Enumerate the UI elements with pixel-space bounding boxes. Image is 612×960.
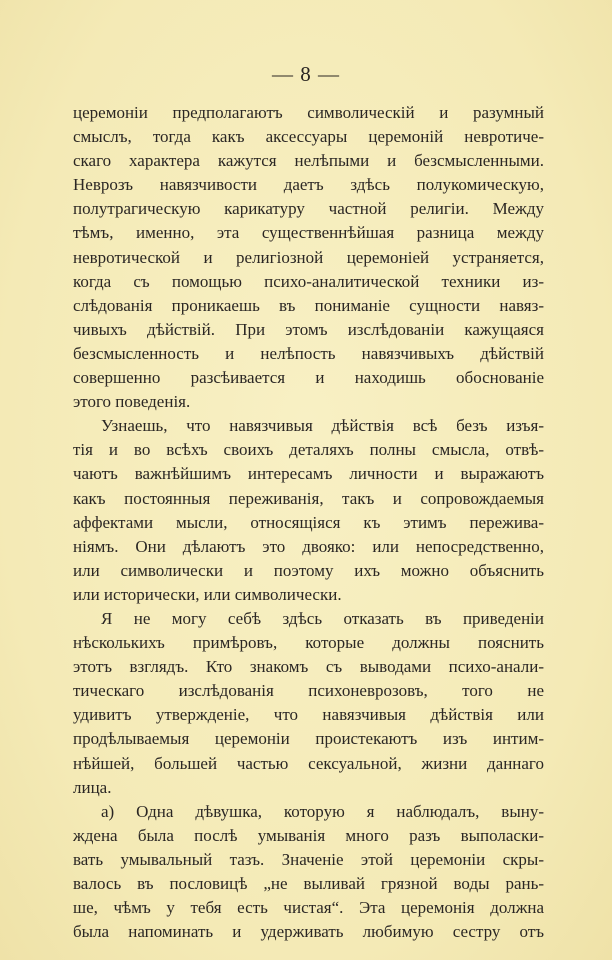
- text-line: невротической и религіозной церемоніей устраняется,: [73, 247, 544, 267]
- text-line: вать умывальный тазъ. Значеніе этой церемоніи скры-: [73, 849, 544, 869]
- text-line: чивыхъ дѣйствій. При этомъ изслѣдованіи кажущаяся: [73, 319, 544, 339]
- text-line: полутрагическую карикатуру частной религіи. Между: [73, 199, 544, 219]
- text-line: какъ постоянныя переживанія, такъ и сопровождаемыя: [73, 488, 544, 508]
- text-line: тія и во всѣхъ своихъ деталяхъ полны смысла, отвѣ-: [73, 440, 544, 460]
- text-line: удивитъ утвержденіе, что навязчивыя дѣйствія или: [73, 705, 544, 725]
- text-line: этотъ взглядъ. Кто знакомъ съ выводами психо-анали-: [73, 657, 544, 677]
- text-line: ше, чѣмъ у тебя есть чистая“. Эта церемонія должна: [73, 898, 544, 918]
- text-line: совершенно разсѣивается и находишь обоснованіе: [73, 368, 544, 388]
- text-line: безсмысленность и нелѣпость навязчивыхъ дѣйствій: [73, 343, 544, 363]
- text-line: чаютъ важнѣйшимъ интересамъ личности и выражаютъ: [73, 464, 544, 484]
- text-line: Я не могу себѣ здѣсь отказать въ приведеніи: [101, 608, 544, 628]
- text-line: Неврозъ навязчивости даетъ здѣсь полукомическую,: [73, 175, 544, 195]
- text-line: ждена была послѣ умыванія много разъ выполаски-: [73, 825, 544, 845]
- page-number: — 8 —: [272, 62, 340, 86]
- text-line: ніямъ. Они дѣлаютъ это двояко: или непосредственно,: [73, 536, 544, 556]
- body-text: [73, 101, 544, 944]
- text-line: или исторически, или символически.: [73, 584, 342, 604]
- text-line: скаго характера кажутся нелѣпыми и безсмысленными.: [73, 151, 544, 171]
- text-line: слѣдованія проникаешь въ пониманіе сущности навяз-: [73, 295, 544, 315]
- text-line: когда съ помощью психо-аналитической техники из-: [73, 271, 544, 291]
- text-line: аффектами мысли, относящіяся къ этимъ пережива-: [73, 512, 544, 532]
- text-line: нѣсколькихъ примѣровъ, которые должны пояснить: [73, 633, 544, 653]
- text-line: лица.: [73, 777, 112, 797]
- text-line: тѣмъ, именно, эта существеннѣйшая разница между: [73, 223, 544, 243]
- text-line: или символически и поэтому ихъ можно объяснить: [73, 560, 544, 580]
- text-line: была напоминать и удерживать любимую сестру отъ: [73, 922, 544, 942]
- text-line: а) Одна дѣвушка, которую я наблюдалъ, выну-: [101, 801, 544, 821]
- text-line: смыслъ, тогда какъ аксессуары церемоній невротиче-: [73, 127, 544, 147]
- text-line: нѣйшей, большей частью сексуальной, жизни даннаго: [73, 753, 544, 773]
- text-line: Узнаешь, что навязчивыя дѣйствія всѣ безъ изъя-: [101, 416, 544, 436]
- text-line: валось въ пословицѣ „не выливай грязной воды рань-: [73, 874, 544, 893]
- text-line: церемоніи предполагаютъ символическій и разумный: [73, 103, 544, 122]
- text-line: этого поведенія.: [73, 392, 191, 412]
- text-line: продѣлываемыя церемоніи проистекаютъ изъ интим-: [73, 729, 544, 749]
- text-line: тическаго изслѣдованія психоневрозовъ, того не: [73, 681, 544, 701]
